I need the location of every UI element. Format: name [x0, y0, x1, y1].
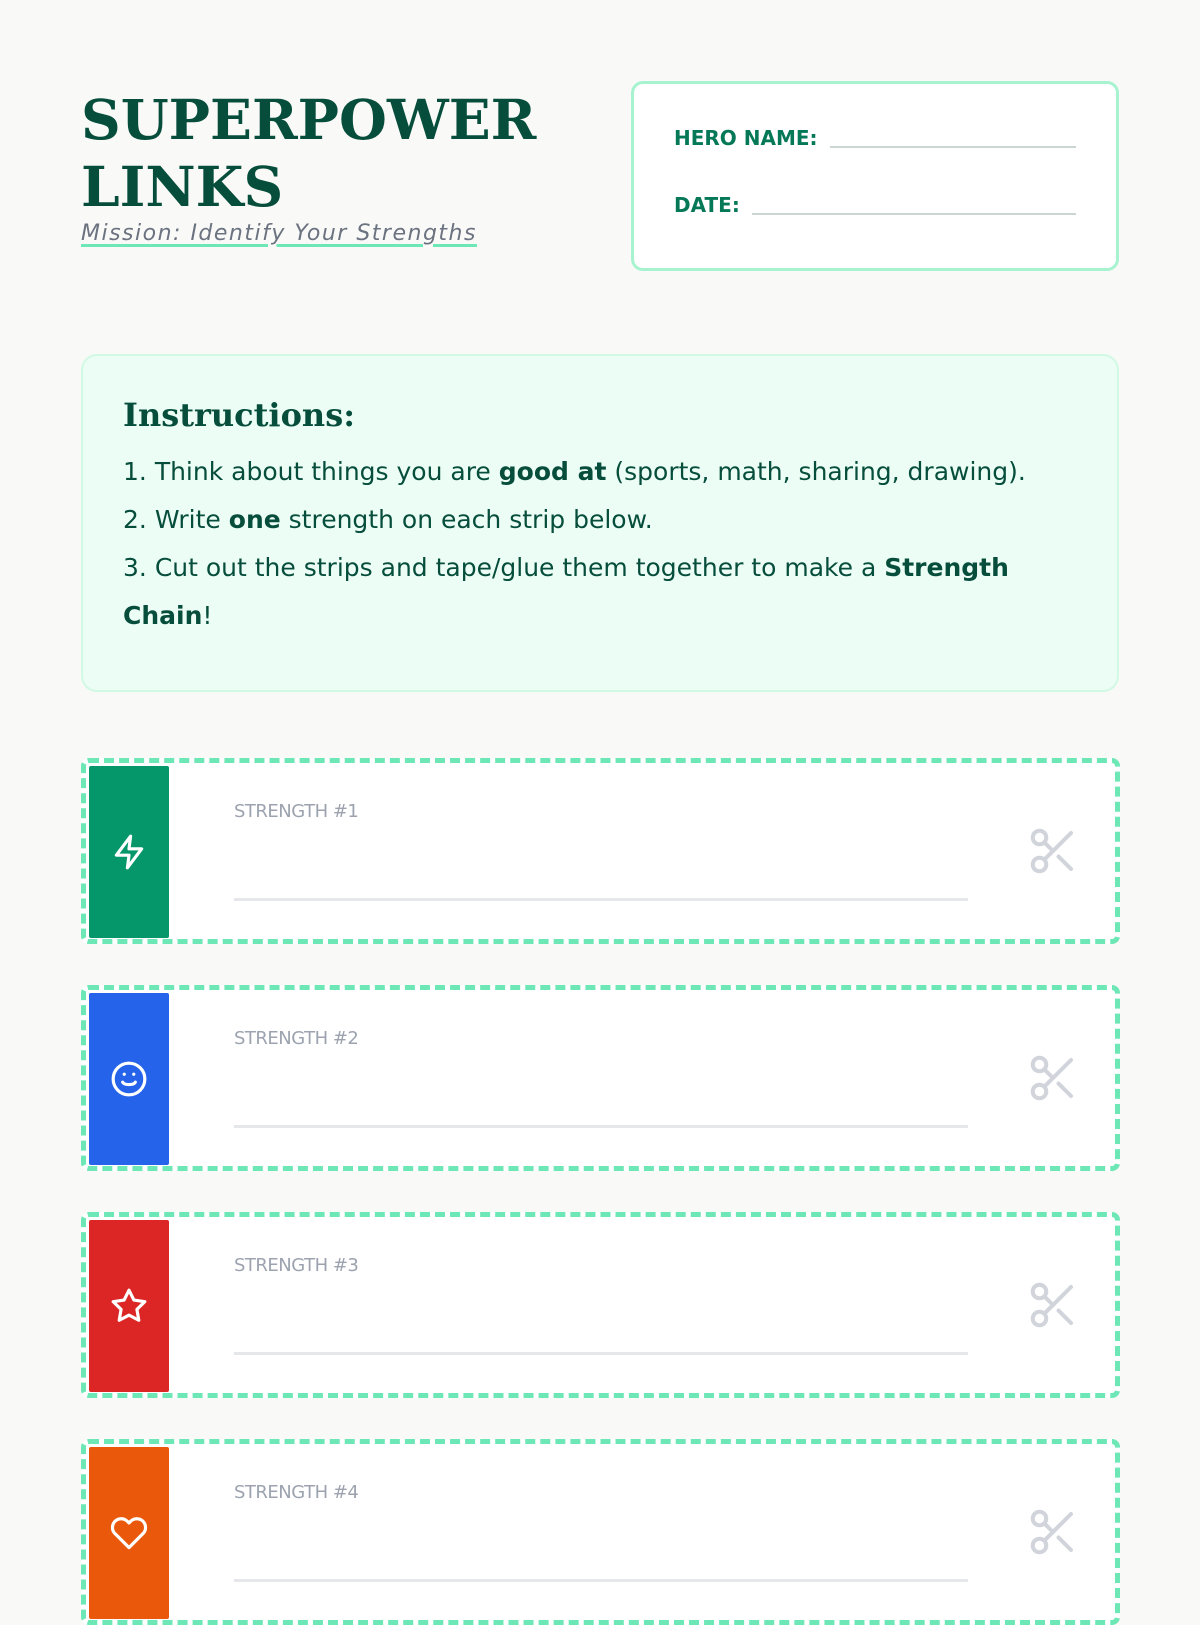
lightning-icon	[110, 833, 148, 871]
scissors-icon	[1026, 1278, 1080, 1332]
date-label: DATE:	[674, 193, 740, 217]
strip-2-write-line[interactable]	[234, 1125, 968, 1128]
instruction-2-text: Write	[154, 505, 229, 534]
instruction-2-number: 2.	[123, 505, 147, 534]
instruction-3-post: !	[202, 601, 213, 630]
date-field	[674, 193, 1076, 217]
instructions-box	[81, 354, 1119, 692]
date-line[interactable]	[752, 195, 1076, 215]
hero-name-line[interactable]	[830, 128, 1076, 148]
instruction-1-text: Think about things you are	[154, 457, 499, 486]
smiley-icon	[110, 1060, 148, 1098]
strip-2-color-tab	[89, 993, 169, 1165]
strip-3-label: STRENGTH #3	[234, 1255, 359, 1276]
strength-strip-1	[81, 758, 1120, 944]
strength-strip-2	[81, 985, 1120, 1171]
strip-4-color-tab	[89, 1447, 169, 1619]
instruction-1-post: (sports, math, sharing, drawing).	[606, 457, 1026, 486]
hero-name-field	[674, 126, 1076, 150]
strength-strip-3	[81, 1212, 1120, 1398]
strip-1-label: STRENGTH #1	[234, 801, 359, 822]
instruction-3-text: Cut out the strips and tape/glue them together to make a	[154, 553, 885, 582]
instruction-2-post: strength on each strip below.	[280, 505, 653, 534]
scissors-icon	[1026, 824, 1080, 878]
title-line-1: SUPERPOWER	[81, 87, 537, 152]
scissors-icon	[1026, 1505, 1080, 1559]
instructions-heading: Instructions:	[123, 396, 356, 434]
instruction-1-number: 1.	[123, 457, 147, 486]
mission-subtitle: Mission: Identify Your Strengths	[81, 221, 477, 246]
strip-2-label: STRENGTH #2	[234, 1028, 359, 1049]
instruction-3-number: 3.	[123, 553, 147, 582]
hero-info-card	[631, 81, 1119, 271]
title-line-2: LINKS	[81, 154, 284, 219]
strip-4-label: STRENGTH #4	[234, 1482, 359, 1503]
instruction-2	[123, 496, 1077, 544]
scissors-icon	[1026, 1051, 1080, 1105]
hero-name-label: HERO NAME:	[674, 126, 818, 150]
strip-3-color-tab	[89, 1220, 169, 1392]
page-title	[81, 86, 541, 220]
instruction-2-bold: one	[228, 505, 281, 534]
strip-4-write-line[interactable]	[234, 1579, 968, 1582]
strip-3-write-line[interactable]	[234, 1352, 968, 1355]
instruction-3-bold: Strength Chain	[123, 553, 1009, 630]
star-icon	[110, 1287, 148, 1325]
instruction-3	[123, 544, 1077, 640]
heart-icon	[110, 1514, 148, 1552]
instruction-1	[123, 448, 1077, 496]
strip-1-write-line[interactable]	[234, 898, 968, 901]
strength-strip-4	[81, 1439, 1120, 1625]
instruction-1-bold: good at	[498, 457, 607, 486]
strip-1-color-tab	[89, 766, 169, 938]
